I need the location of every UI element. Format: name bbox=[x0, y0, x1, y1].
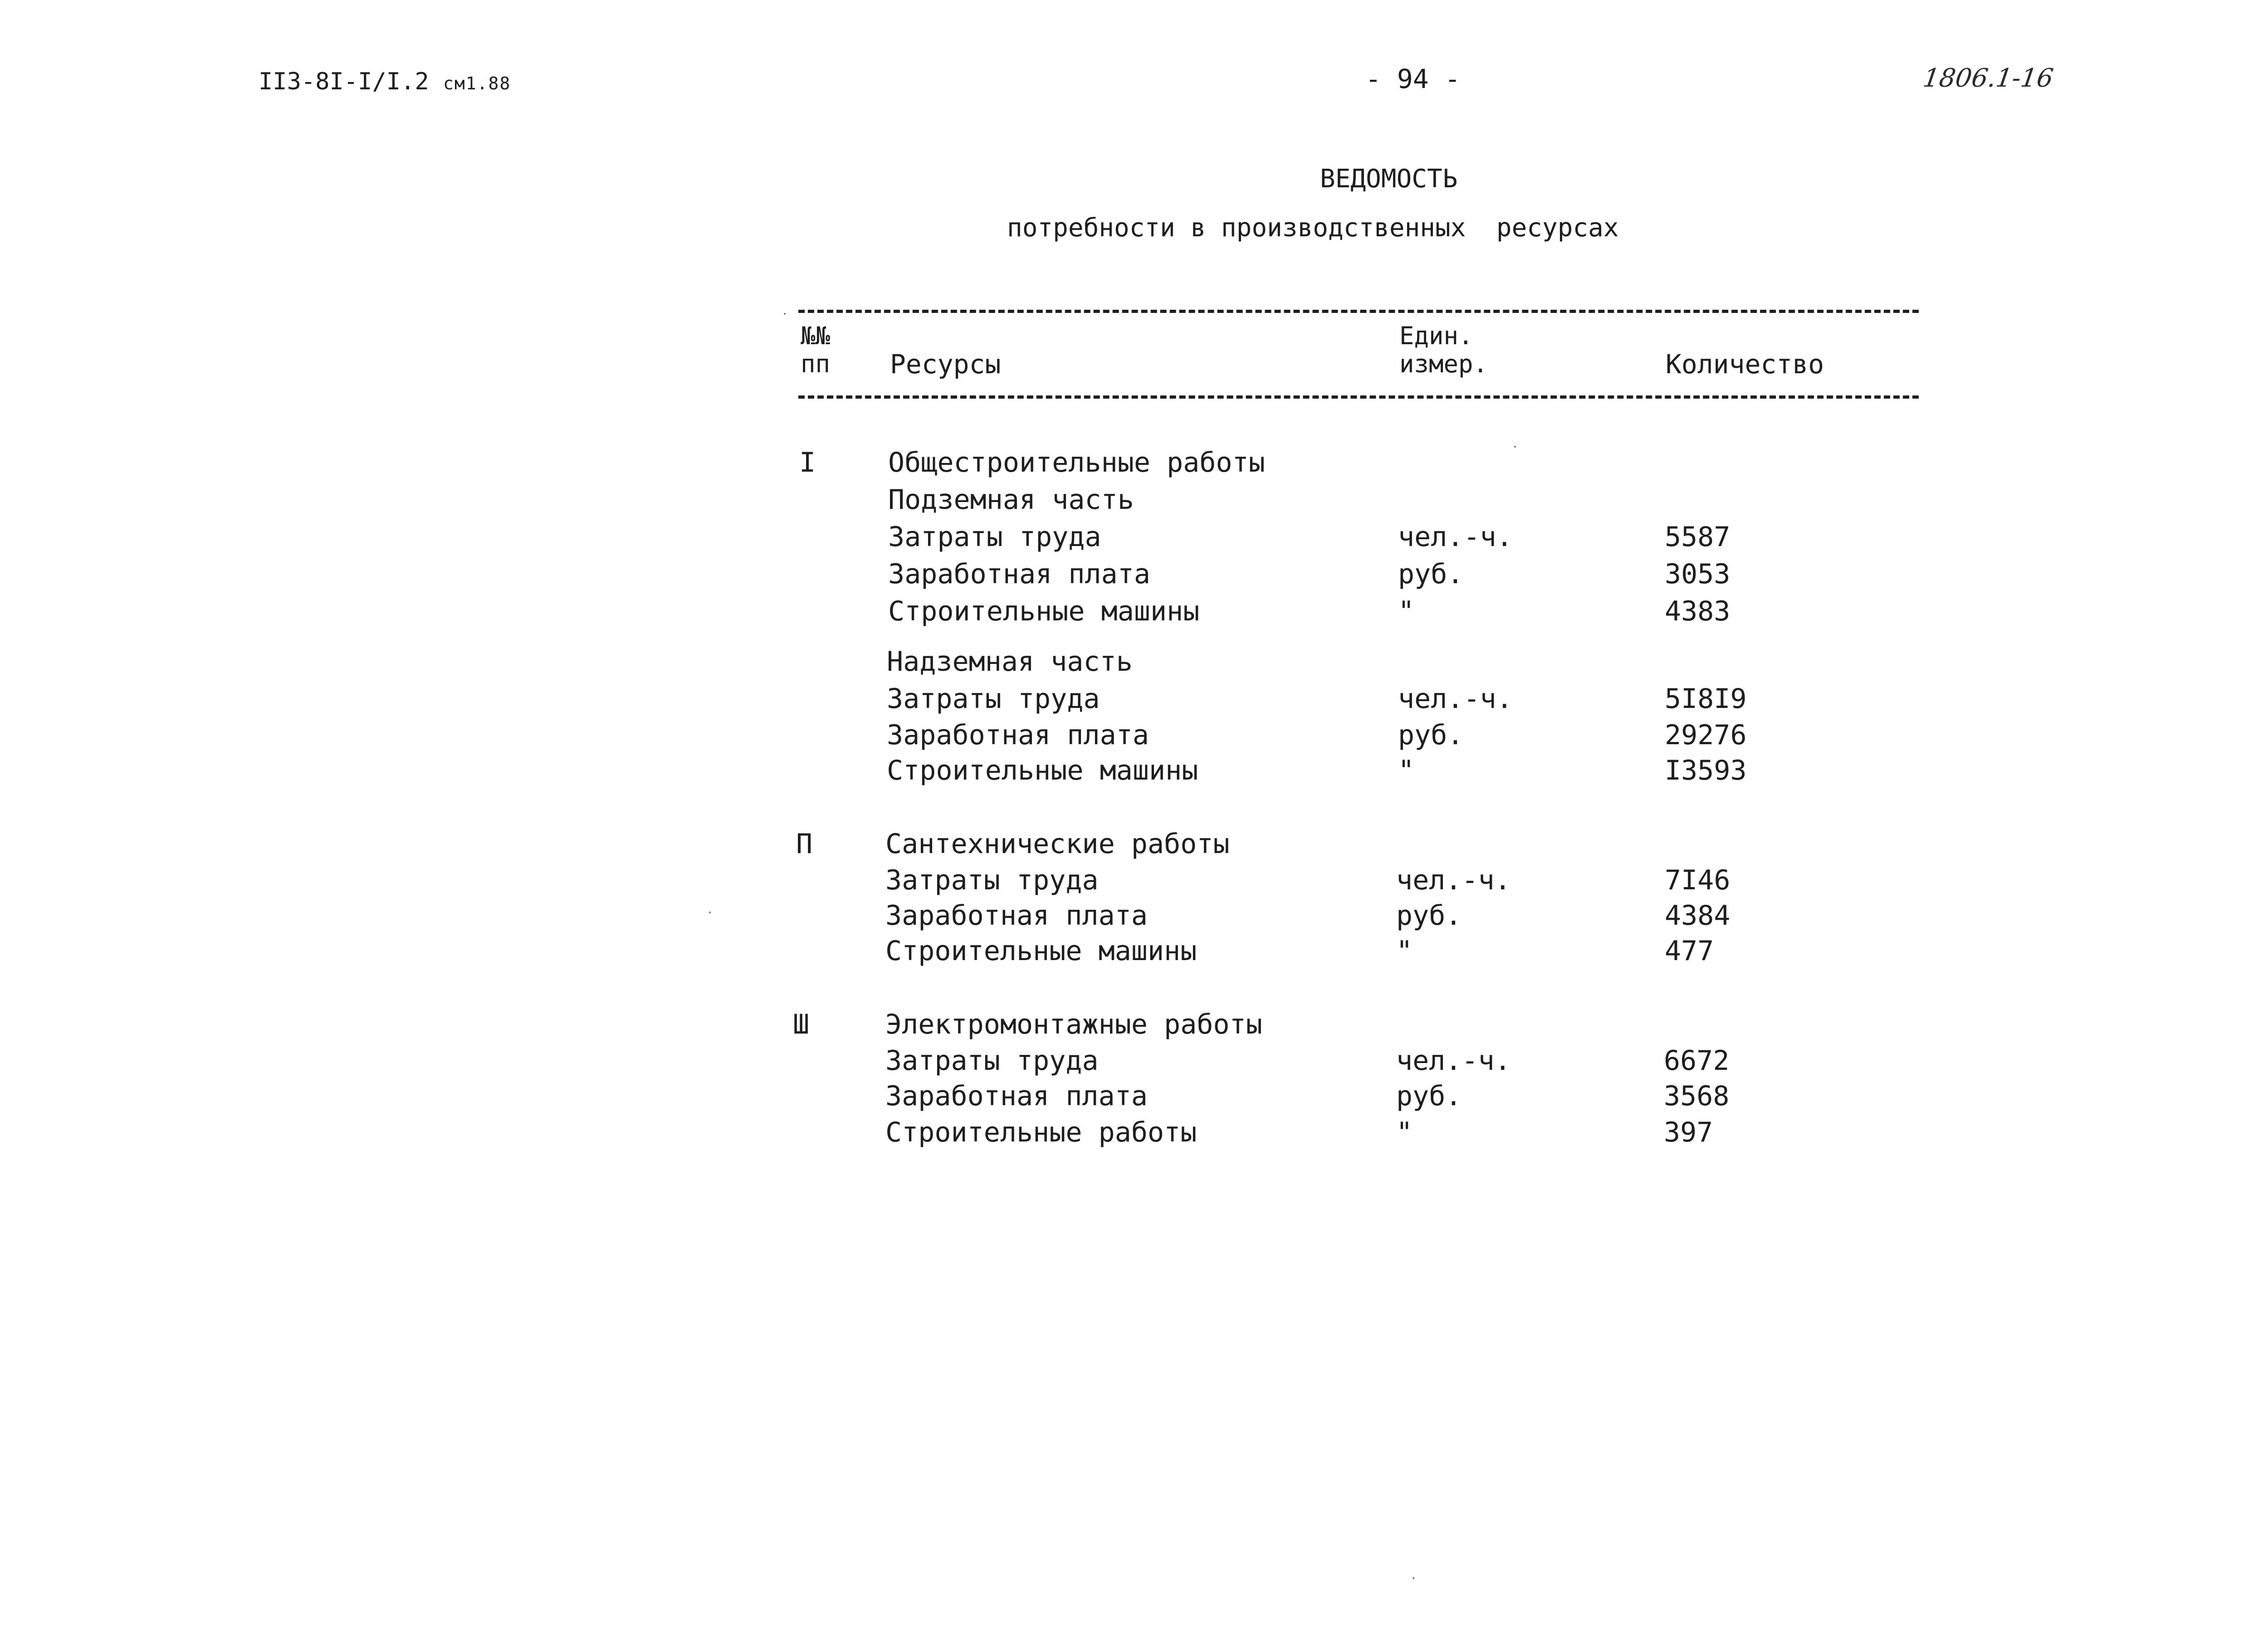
document-subtitle: потребности в производственных ресурсах bbox=[1007, 213, 1619, 243]
page-number: - 94 - bbox=[1365, 63, 1461, 94]
section-title: Общестроительные работы bbox=[888, 447, 1265, 478]
column-header-unit: Един. измер. bbox=[1399, 322, 1488, 378]
table-cell-resource: Заработная плата bbox=[885, 1080, 1148, 1112]
table-cell-unit: чел.-ч. bbox=[1398, 521, 1513, 553]
column-header-resource: Ресурсы bbox=[890, 349, 1001, 380]
table-cell-quantity: 3568 bbox=[1664, 1080, 1730, 1112]
table-cell-unit: " bbox=[1398, 595, 1415, 627]
table-cell-quantity: 29276 bbox=[1665, 719, 1747, 751]
table-cell-unit: чел.-ч. bbox=[1396, 864, 1511, 896]
table-cell-quantity: 7I46 bbox=[1665, 864, 1730, 896]
table-cell-resource: Заработная плата bbox=[888, 558, 1150, 590]
table-cell-resource: Строительные машины bbox=[888, 595, 1200, 627]
table-cell-quantity: 397 bbox=[1664, 1117, 1713, 1148]
table-cell-unit: руб. bbox=[1398, 558, 1464, 590]
table-cell-resource: Затраты труда bbox=[885, 864, 1099, 896]
table-cell-resource: Строительные работы bbox=[885, 1117, 1197, 1148]
table-cell-resource: Затраты труда bbox=[888, 521, 1101, 553]
table-cell-quantity: 6672 bbox=[1664, 1045, 1730, 1077]
section-number: П bbox=[796, 828, 813, 860]
table-cell-quantity: 4384 bbox=[1665, 900, 1730, 932]
section-number: I bbox=[799, 447, 816, 478]
table-cell-resource: Затраты труда bbox=[887, 683, 1100, 715]
scan-speck bbox=[1413, 1577, 1414, 1579]
table-cell-unit: " bbox=[1396, 935, 1413, 967]
table-cell-unit: " bbox=[1398, 755, 1415, 786]
table-top-rule bbox=[798, 310, 1919, 313]
table-cell-resource: Строительные машины bbox=[885, 935, 1197, 967]
table-cell-quantity: 3053 bbox=[1665, 558, 1730, 590]
table-cell-unit: руб. bbox=[1396, 1080, 1462, 1112]
document-code bbox=[259, 68, 511, 95]
table-cell-quantity: I3593 bbox=[1665, 755, 1747, 786]
table-cell-quantity: 5587 bbox=[1665, 521, 1730, 553]
subsection-title: Подземная часть bbox=[888, 484, 1134, 516]
table-header-rule bbox=[798, 395, 1919, 399]
scan-speck bbox=[784, 313, 786, 315]
table-cell-resource: Заработная плата bbox=[885, 900, 1148, 932]
table-cell-unit: руб. bbox=[1398, 719, 1464, 751]
subsection-title: Надземная часть bbox=[887, 646, 1133, 678]
table-cell-quantity: 5I8I9 bbox=[1665, 683, 1747, 715]
table-cell-unit: " bbox=[1396, 1117, 1413, 1148]
scan-speck bbox=[1514, 446, 1516, 448]
scan-speck bbox=[709, 912, 711, 913]
table-cell-quantity: 4383 bbox=[1665, 595, 1730, 627]
section-title: Электромонтажные работы bbox=[885, 1009, 1262, 1040]
column-header-num: №№ пп bbox=[801, 322, 831, 378]
table-cell-unit: чел.-ч. bbox=[1396, 1045, 1511, 1077]
table-cell-resource: Строительные машины bbox=[887, 755, 1198, 786]
table-cell-unit: руб. bbox=[1396, 900, 1462, 932]
table-cell-unit: чел.-ч. bbox=[1398, 683, 1513, 715]
document-code-suffix: см1.88 bbox=[443, 73, 511, 93]
table-cell-resource: Затраты труда bbox=[885, 1045, 1099, 1077]
section-number: Ш bbox=[793, 1009, 810, 1040]
inventory-number: 1806.1-16 bbox=[1921, 63, 2055, 93]
table-cell-quantity: 477 bbox=[1665, 935, 1714, 967]
column-header-quantity: Количество bbox=[1666, 349, 1824, 380]
document-code-main: II3-8I-I/I.2 bbox=[259, 68, 429, 95]
table-cell-resource: Заработная плата bbox=[887, 719, 1149, 751]
document-title: ВЕДОМОСТЬ bbox=[1320, 164, 1458, 194]
section-title: Сантехнические работы bbox=[885, 828, 1230, 860]
